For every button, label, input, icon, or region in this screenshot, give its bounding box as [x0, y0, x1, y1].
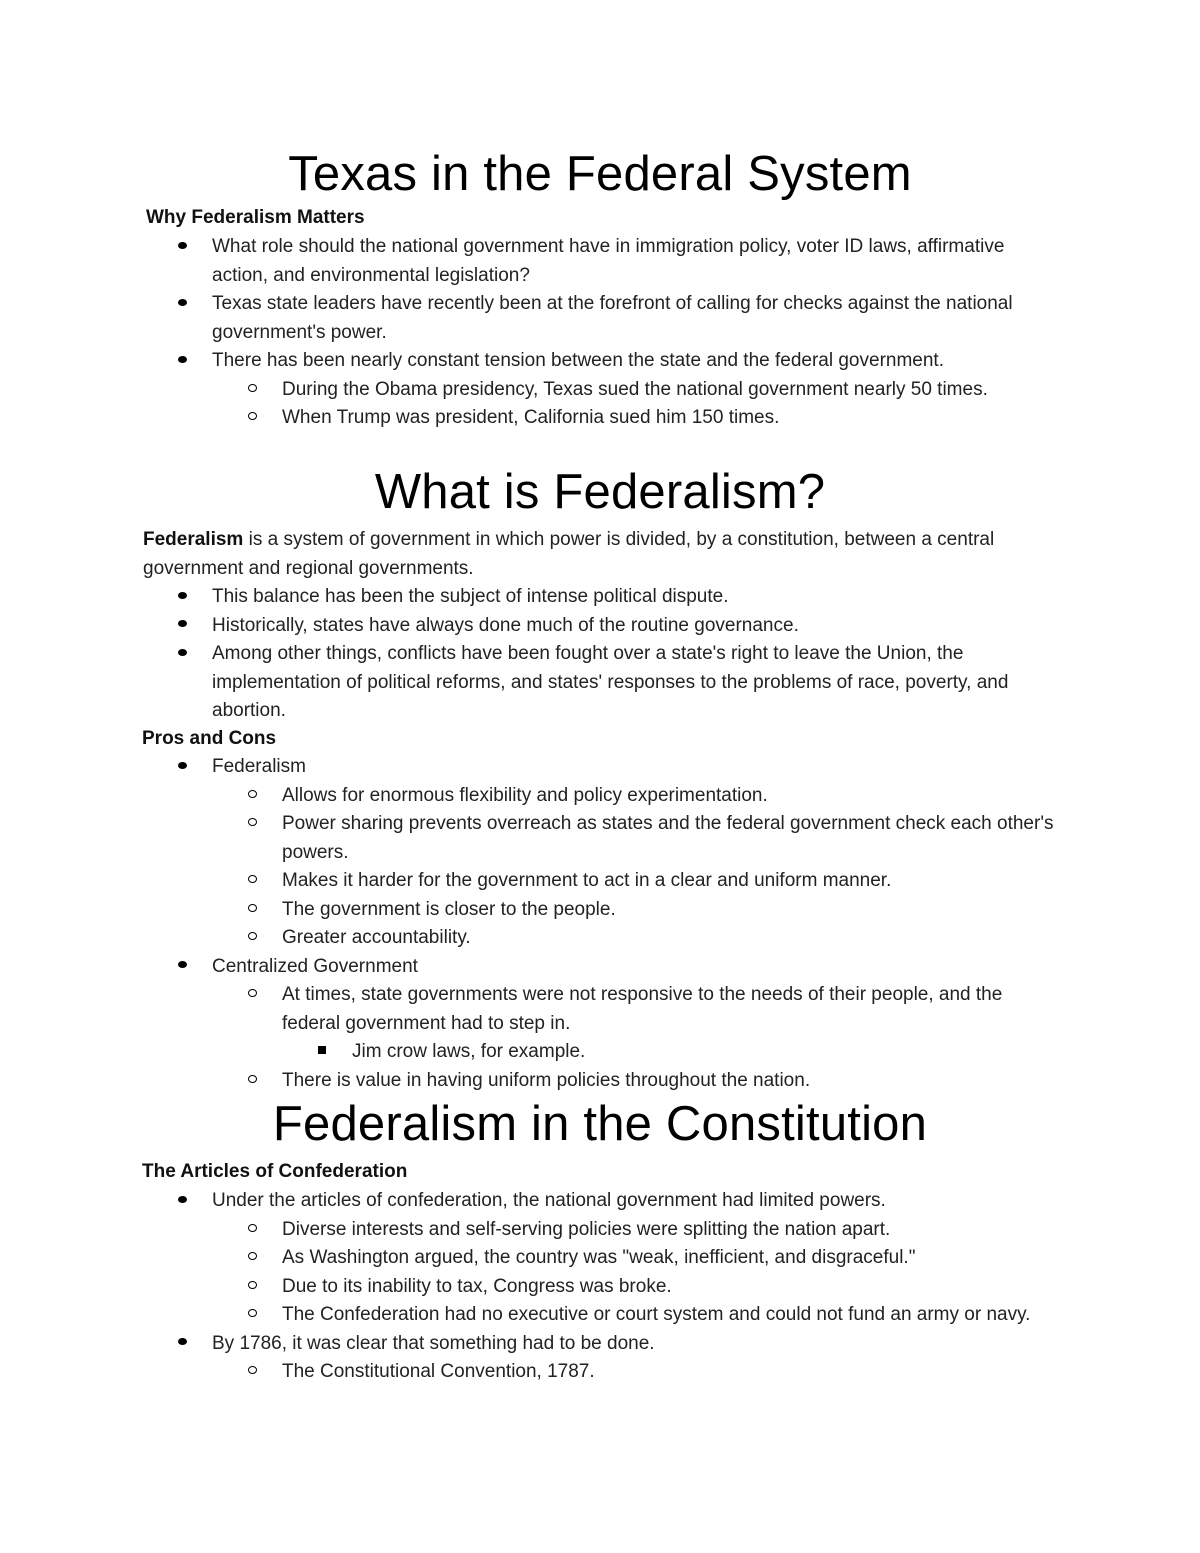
- list-item: By 1786, it was clear that something had to be done.: [0, 1330, 1200, 1359]
- why-federalism-list: [0, 233, 1200, 433]
- list-item: Makes it harder for the government to act in a clear and uniform manner.: [0, 867, 1200, 896]
- bullet-circle-icon: [248, 1244, 257, 1273]
- subheading-pros-and-cons: Pros and Cons: [142, 728, 277, 749]
- list-item: Among other things, conflicts have been fought over a state's right to leave the Union, the implementation of political reforms, and states' responses to the problems of race, poverty, and abortion.: [0, 640, 1200, 726]
- bullet-dot-icon: [178, 953, 187, 982]
- articles-list: [0, 1187, 1200, 1387]
- list-item: At times, state governments were not responsive to the needs of their people, and the federal government had to step in.: [0, 981, 1200, 1038]
- bullet-circle-icon: [248, 1216, 257, 1245]
- subheading-why-federalism-matters: Why Federalism Matters: [146, 207, 365, 228]
- list-item: The Constitutional Convention, 1787.: [0, 1358, 1200, 1387]
- list-item: Historically, states have always done much of the routine governance.: [0, 612, 1200, 641]
- bullet-dot-icon: [178, 640, 187, 669]
- bullet-square-icon: [318, 1038, 326, 1067]
- bullet-circle-icon: [248, 1301, 257, 1330]
- list-item: Power sharing prevents overreach as states and the federal government check each other's powers.: [0, 810, 1200, 867]
- section-title-what-is-federalism: What is Federalism?: [374, 465, 826, 519]
- section-title-texas-federal-system: Texas in the Federal System: [288, 147, 912, 201]
- list-item: Greater accountability.: [0, 924, 1200, 953]
- list-item: When Trump was president, California sued him 150 times.: [0, 404, 1200, 433]
- bullet-circle-icon: [248, 376, 257, 405]
- bullet-circle-icon: [248, 404, 257, 433]
- list-item: Allows for enormous flexibility and policy experimentation.: [0, 782, 1200, 811]
- list-item: As Washington argued, the country was "weak, inefficient, and disgraceful.": [0, 1244, 1200, 1273]
- bullet-dot-icon: [178, 290, 187, 319]
- list-item: There is value in having uniform policies throughout the nation.: [0, 1067, 1200, 1096]
- list-item: Diverse interests and self-serving policies were splitting the nation apart.: [0, 1216, 1200, 1245]
- bullet-circle-icon: [248, 924, 257, 953]
- list-item: Texas state leaders have recently been at the forefront of calling for checks against the national government's power.: [0, 290, 1200, 347]
- bullet-dot-icon: [178, 753, 187, 782]
- section-title-federalism-in-constitution: Federalism in the Constitution: [272, 1097, 928, 1151]
- definition-text: is a system of government in which power is divided, by a constitution, between a central government and regional governments.: [143, 529, 995, 579]
- federalism-definition: [143, 526, 1058, 583]
- pros-cons-list: [0, 753, 1200, 1095]
- list-item: There has been nearly constant tension between the state and the federal government.: [0, 347, 1200, 376]
- bullet-dot-icon: [178, 612, 187, 641]
- bullet-circle-icon: [248, 896, 257, 925]
- bullet-circle-icon: [248, 1358, 257, 1387]
- bullet-circle-icon: [248, 1067, 257, 1096]
- bullet-circle-icon: [248, 810, 257, 839]
- list-item: Under the articles of confederation, the national government had limited powers.: [0, 1187, 1200, 1216]
- federalism-facts-list: [0, 583, 1200, 726]
- bullet-circle-icon: [248, 867, 257, 896]
- bullet-dot-icon: [178, 583, 187, 612]
- list-item: Jim crow laws, for example.: [0, 1038, 1200, 1067]
- bullet-dot-icon: [178, 1187, 187, 1216]
- bullet-circle-icon: [248, 1273, 257, 1302]
- list-item: During the Obama presidency, Texas sued the national government nearly 50 times.: [0, 376, 1200, 405]
- list-item: The Confederation had no executive or court system and could not fund an army or navy.: [0, 1301, 1200, 1330]
- bullet-circle-icon: [248, 981, 257, 1010]
- list-item: What role should the national government have in immigration policy, voter ID laws, affirmative action, and environmental legislation?: [0, 233, 1200, 290]
- list-item: This balance has been the subject of intense political dispute.: [0, 583, 1200, 612]
- list-item: Due to its inability to tax, Congress was broke.: [0, 1273, 1200, 1302]
- subheading-articles-of-confederation: The Articles of Confederation: [142, 1161, 408, 1182]
- bullet-dot-icon: [178, 347, 187, 376]
- definition-term: Federalism: [143, 529, 244, 550]
- list-item: The government is closer to the people.: [0, 896, 1200, 925]
- bullet-circle-icon: [248, 782, 257, 811]
- bullet-dot-icon: [178, 1330, 187, 1359]
- list-item: Federalism: [0, 753, 1200, 782]
- list-item: Centralized Government: [0, 953, 1200, 982]
- bullet-dot-icon: [178, 233, 187, 262]
